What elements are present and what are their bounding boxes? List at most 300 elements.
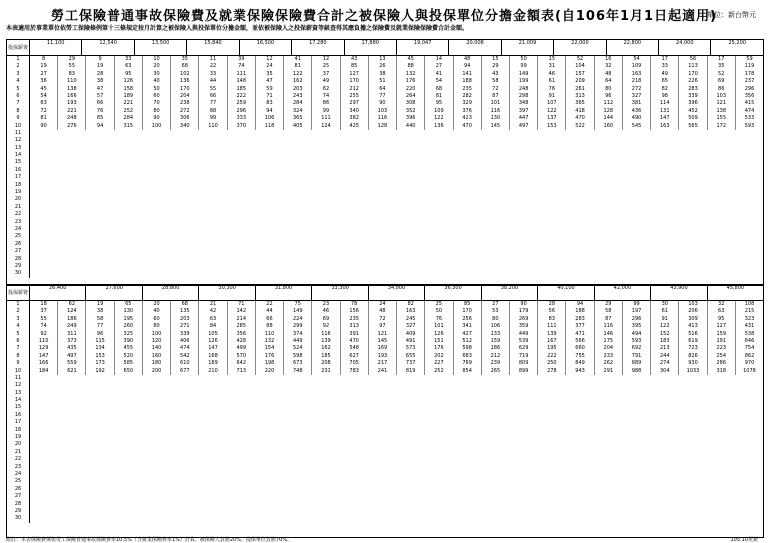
table-cell: 516 xyxy=(679,331,707,338)
table-cell: 11 xyxy=(199,56,227,63)
table-cell: 83 xyxy=(58,71,86,78)
table-cell: 327 xyxy=(397,323,425,330)
table-cell: 153 xyxy=(86,353,114,360)
table-cell: 116 xyxy=(369,115,397,122)
table-cell: 148 xyxy=(228,78,256,85)
table-cell: 619 xyxy=(679,338,707,345)
table-cell: 425 xyxy=(341,123,369,130)
header-corner: 投保薪資 xyxy=(7,285,30,300)
table-row xyxy=(7,248,763,255)
table-cell: 81 xyxy=(284,63,312,70)
table-cell: 96 xyxy=(595,93,623,100)
table-cell: 415 xyxy=(744,100,755,107)
table-cell: 32 xyxy=(708,301,736,308)
table-cell: 26 xyxy=(369,63,397,70)
table-cell: 297 xyxy=(341,100,369,107)
table-cell: 170 xyxy=(171,86,199,93)
table-cell: 44 xyxy=(199,78,227,85)
table-cell: 435 xyxy=(58,345,86,352)
table-cell: 261 xyxy=(566,86,594,93)
table-cell: 38 xyxy=(86,78,114,85)
table-cell: 135 xyxy=(171,308,199,315)
table-body xyxy=(7,301,763,523)
table-cell: 206 xyxy=(679,308,707,315)
table-cell: 167 xyxy=(538,338,566,345)
table-cell: 559 xyxy=(58,360,86,367)
table-cell: 769 xyxy=(454,360,482,367)
table-cell: 61 xyxy=(538,78,566,85)
day-label: 11 xyxy=(7,375,30,382)
table-row xyxy=(7,412,763,419)
table-cell: 33 xyxy=(199,71,227,78)
table-cell: 224 xyxy=(284,316,312,323)
table-cell: 159 xyxy=(708,331,736,338)
table-cell: 170 xyxy=(679,71,707,78)
table-cell: 66 xyxy=(256,316,284,323)
table-cell: 69 xyxy=(312,316,340,323)
table-cell: 66 xyxy=(199,93,227,100)
table-cell: 329 xyxy=(454,100,482,107)
table-cell: 17 xyxy=(651,56,679,63)
table-cell: 99 xyxy=(510,63,538,70)
table-cell: 169 xyxy=(369,345,397,352)
table-cell: 29 xyxy=(482,63,510,70)
day-label: 28 xyxy=(7,256,30,263)
salary-grade-header: 25,200 xyxy=(728,40,746,46)
table-cell: 76 xyxy=(425,316,453,323)
salary-grade-header: 36,300 xyxy=(425,285,481,300)
table-cell: 339 xyxy=(171,331,199,338)
table-cell: 163 xyxy=(623,71,651,78)
table-cell: 243 xyxy=(284,93,312,100)
table-cell: 474 xyxy=(171,345,199,352)
table-cell: 31 xyxy=(538,63,566,70)
table-cell: 395 xyxy=(623,323,651,330)
table-cell: 27 xyxy=(482,301,510,308)
table-row xyxy=(7,219,763,226)
day-label: 21 xyxy=(7,204,30,211)
table-row xyxy=(7,100,763,107)
day-label: 25 xyxy=(7,478,30,485)
table-cell: 849 xyxy=(566,360,594,367)
table-row xyxy=(7,508,763,515)
table-cell: 10 xyxy=(143,56,171,63)
day-label: 19 xyxy=(7,434,30,441)
table-cell: 54 xyxy=(623,56,651,63)
table-cell: 18 xyxy=(30,301,58,308)
table-cell: 85 xyxy=(341,63,369,70)
table-cell: 683 xyxy=(454,353,482,360)
day-label: 2 xyxy=(7,63,30,70)
table-cell: 819 xyxy=(397,368,425,375)
table-cell: 158 xyxy=(115,86,143,93)
table-row xyxy=(7,368,763,375)
table-cell: 381 xyxy=(623,100,651,107)
table-cell: 202 xyxy=(425,353,453,360)
table-cell: 84 xyxy=(199,323,227,330)
table-row xyxy=(7,456,763,463)
table-row xyxy=(7,226,763,233)
table-cell: 97 xyxy=(369,323,397,330)
table-cell: 118 xyxy=(256,123,284,130)
table-cell: 264 xyxy=(397,93,425,100)
table-cell: 286 xyxy=(708,360,736,367)
table-cell: 15 xyxy=(482,56,510,63)
table-cell: 440 xyxy=(397,123,425,130)
day-label: 12 xyxy=(7,382,30,389)
table-cell: 409 xyxy=(397,331,425,338)
table-cell: 71 xyxy=(228,301,256,308)
table-cell: 114 xyxy=(651,100,679,107)
table-row xyxy=(7,464,763,471)
day-label: 24 xyxy=(7,226,30,233)
salary-grade-header: 24,000 xyxy=(659,40,711,55)
day-label: 26 xyxy=(7,241,30,248)
subtitle: 本表適用於事業單位依勞工保險條例第十三條規定按月計算之被保險人與投保單位分擔金額，並依被保險人之投保薪資等級查得其應負擔之保險費及就業保險保險費合計金額。 xyxy=(6,25,469,32)
table-cell: 391 xyxy=(341,331,369,338)
table-cell: 33 xyxy=(115,56,143,63)
table-cell: 660 xyxy=(566,345,594,352)
table-cell: 170 xyxy=(341,78,369,85)
table-cell: 313 xyxy=(566,93,594,100)
table-cell: 126 xyxy=(199,338,227,345)
table-cell: 191 xyxy=(708,338,736,345)
table-cell: 122 xyxy=(284,71,312,78)
table-cell: 238 xyxy=(171,100,199,107)
table-cell: 988 xyxy=(623,368,651,375)
day-label: 14 xyxy=(7,397,30,404)
day-label: 20 xyxy=(7,441,30,448)
day-label: 7 xyxy=(7,345,30,352)
table-cell: 83 xyxy=(256,100,284,107)
day-label: 5 xyxy=(7,331,30,338)
table-cell: 110 xyxy=(256,331,284,338)
table-cell: 8 xyxy=(30,56,58,63)
table-cell: 131 xyxy=(651,108,679,115)
table-cell: 122 xyxy=(425,115,453,122)
table-cell: 203 xyxy=(171,316,199,323)
table-cell: 85 xyxy=(86,115,114,122)
table-cell: 56 xyxy=(538,308,566,315)
table-cell: 111 xyxy=(538,323,566,330)
day-label: 12 xyxy=(7,137,30,144)
table-row xyxy=(7,486,763,493)
page-title: 勞工保險普通事故保險費及就業保險保險費合計之被保險人與投保單位分擔金額表(自106年1月1日起適用) xyxy=(50,9,718,24)
table-header xyxy=(7,40,763,56)
table-cell: 86 xyxy=(708,86,736,93)
table-cell: 27 xyxy=(425,63,453,70)
salary-grade-header: 30,300 xyxy=(199,285,255,300)
table-cell: 127 xyxy=(708,323,736,330)
table-cell: 45 xyxy=(397,56,425,63)
table-cell: 262 xyxy=(595,360,623,367)
table-cell: 325 xyxy=(115,331,143,338)
footnote: 附註：本表保險費係依勞工保險普通事故保險費率10.5%（含就業保險費率1%）計算，被保險人負擔20%，投保單位負擔70%。 xyxy=(6,537,293,543)
table-cell: 47 xyxy=(256,78,284,85)
table-cell: 132 xyxy=(256,338,284,345)
day-label: 8 xyxy=(7,353,30,360)
table-cell: 192 xyxy=(86,368,114,375)
table-cell: 339 xyxy=(679,93,707,100)
table-cell: 235 xyxy=(341,316,369,323)
table-cell: 512 xyxy=(454,338,482,345)
table-cell: 106 xyxy=(482,323,510,330)
table-cell: 183 xyxy=(651,338,679,345)
table-cell: 1078 xyxy=(743,367,756,374)
table-cell: 193 xyxy=(58,100,86,107)
table-cell: 64 xyxy=(369,86,397,93)
day-label: 28 xyxy=(7,501,30,508)
table-cell: 304 xyxy=(651,368,679,375)
table-cell: 138 xyxy=(58,86,86,93)
table-cell: 58 xyxy=(86,316,114,323)
table-cell: 406 xyxy=(171,338,199,345)
table-cell: 115 xyxy=(86,338,114,345)
table-cell: 333 xyxy=(228,115,256,122)
table-cell: 116 xyxy=(595,323,623,330)
table-cell: 122 xyxy=(651,323,679,330)
table-cell: 470 xyxy=(454,123,482,130)
table-row xyxy=(7,63,763,70)
table-cell: 141 xyxy=(454,71,482,78)
table-cell: 163 xyxy=(397,308,425,315)
table-cell: 72 xyxy=(482,86,510,93)
table-cell: 54 xyxy=(30,93,58,100)
table-cell: 447 xyxy=(510,115,538,122)
table-cell: 48 xyxy=(595,71,623,78)
table-cell: 370 xyxy=(228,123,256,130)
table-row xyxy=(7,159,763,166)
table-cell: 153 xyxy=(538,123,566,130)
table-cell: 427 xyxy=(454,331,482,338)
table-row xyxy=(7,174,763,181)
table-cell: 754 xyxy=(744,345,755,352)
table-cell: 271 xyxy=(171,323,199,330)
table-cell: 90 xyxy=(143,115,171,122)
day-label: 27 xyxy=(7,248,30,255)
table-cell: 522 xyxy=(566,123,594,130)
table-cell: 72 xyxy=(369,316,397,323)
table-cell: 49 xyxy=(312,78,340,85)
table-cell: 245 xyxy=(397,316,425,323)
day-label: 17 xyxy=(7,419,30,426)
table-row xyxy=(7,145,763,152)
table-cell: 145 xyxy=(369,338,397,345)
table-cell: 221 xyxy=(115,100,143,107)
salary-grade-header: 11,100 xyxy=(30,40,82,55)
table-cell: 203 xyxy=(284,86,312,93)
table-cell: 47 xyxy=(86,86,114,93)
table-cell: 185 xyxy=(228,86,256,93)
table-cell: 99 xyxy=(312,108,340,115)
table-cell: 156 xyxy=(341,308,369,315)
table-cell: 179 xyxy=(510,308,538,315)
table-cell: 101 xyxy=(482,100,510,107)
table-cell: 95 xyxy=(115,71,143,78)
table-row xyxy=(7,130,763,137)
table-cell: 185 xyxy=(312,353,340,360)
table-cell: 45 xyxy=(30,86,58,93)
table-cell: 61 xyxy=(651,308,679,315)
table-cell: 208 xyxy=(312,360,340,367)
day-label: 16 xyxy=(7,167,30,174)
table-cell: 35 xyxy=(256,71,284,78)
table-cell: 396 xyxy=(679,100,707,107)
table-cell: 499 xyxy=(228,345,256,352)
table-cell: 348 xyxy=(510,100,538,107)
table-cell: 136 xyxy=(171,78,199,85)
table-cell: 19 xyxy=(86,63,114,70)
table-cell: 826 xyxy=(679,353,707,360)
table-cell: 396 xyxy=(397,115,425,122)
table-cell: 470 xyxy=(566,115,594,122)
table-cell: 233 xyxy=(595,353,623,360)
table-cell: 74 xyxy=(228,63,256,70)
table-cell: 21 xyxy=(199,301,227,308)
table-cell: 545 xyxy=(623,123,651,130)
table-row xyxy=(7,316,763,323)
table-cell: 136 xyxy=(425,123,453,130)
salary-grade-header: 12,540 xyxy=(82,40,134,55)
table-cell: 291 xyxy=(595,368,623,375)
table-cell: 52 xyxy=(708,71,736,78)
table-cell: 20 xyxy=(143,301,171,308)
table-cell: 82 xyxy=(397,301,425,308)
table-cell: 198 xyxy=(256,360,284,367)
table-cell: 80 xyxy=(143,108,171,115)
table-cell: 497 xyxy=(510,123,538,130)
table-cell: 538 xyxy=(744,330,755,337)
salary-grade-header: 13,500 xyxy=(135,40,187,55)
table-cell: 94 xyxy=(454,63,482,70)
table-cell: 172 xyxy=(708,123,736,130)
day-label: 9 xyxy=(7,360,30,367)
table-cell: 30 xyxy=(143,71,171,78)
salary-grade-header: 38,200 xyxy=(482,285,538,300)
table-cell: 189 xyxy=(115,93,143,100)
table-cell: 19 xyxy=(86,301,114,308)
table-cell: 705 xyxy=(341,360,369,367)
table-cell: 159 xyxy=(482,338,510,345)
table-row xyxy=(7,338,763,345)
table-row xyxy=(7,493,763,500)
table-cell: 70 xyxy=(143,100,171,107)
table-row xyxy=(7,353,763,360)
table-cell: 55 xyxy=(199,86,227,93)
table-row xyxy=(7,108,763,115)
table-cell: 170 xyxy=(454,308,482,315)
table-cell: 59 xyxy=(746,56,753,62)
table-cell: 100 xyxy=(143,123,171,130)
table-cell: 390 xyxy=(115,338,143,345)
table-cell: 204 xyxy=(595,345,623,352)
table-cell: 255 xyxy=(341,93,369,100)
table-cell: 63 xyxy=(115,63,143,70)
table-cell: 783 xyxy=(341,368,369,375)
day-label: 4 xyxy=(7,323,30,330)
table-cell: 76 xyxy=(86,108,114,115)
page-number: 105.10更新 xyxy=(730,537,758,543)
table-cell: 176 xyxy=(425,345,453,352)
table-cell: 83 xyxy=(538,316,566,323)
day-label: 27 xyxy=(7,493,30,500)
day-label: 24 xyxy=(7,471,30,478)
table-cell: 227 xyxy=(425,360,453,367)
table-cell: 22 xyxy=(199,63,227,70)
table-cell: 285 xyxy=(228,323,256,330)
table-cell: 40 xyxy=(143,308,171,315)
table-cell: 130 xyxy=(482,115,510,122)
table-row xyxy=(7,167,763,174)
table-cell: 359 xyxy=(510,323,538,330)
table-cell: 91 xyxy=(651,316,679,323)
table-cell: 276 xyxy=(58,123,86,130)
table-cell: 200 xyxy=(143,368,171,375)
table-cell: 16 xyxy=(595,56,623,63)
table-row xyxy=(7,115,763,122)
table-row xyxy=(7,152,763,159)
table-cell: 32 xyxy=(595,63,623,70)
table-cell: 94 xyxy=(256,108,284,115)
table-cell: 80 xyxy=(595,86,623,93)
day-label: 11 xyxy=(7,130,30,137)
table-cell: 237 xyxy=(744,78,755,85)
salary-grade-header: 17,880 xyxy=(345,40,397,55)
table-cell: 452 xyxy=(679,108,707,115)
table-cell: 646 xyxy=(744,337,755,344)
table-cell: 111 xyxy=(312,115,340,122)
table-row xyxy=(7,515,763,522)
table-cell: 324 xyxy=(284,108,312,115)
table-row xyxy=(7,471,763,478)
unit-note: 單位：新台幣元 xyxy=(707,11,756,19)
table-cell: 37 xyxy=(30,308,58,315)
table-cell: 218 xyxy=(623,78,651,85)
table-row xyxy=(7,390,763,397)
table-cell: 889 xyxy=(623,360,651,367)
table-row xyxy=(7,323,763,330)
table-row xyxy=(7,501,763,508)
table-cell: 650 xyxy=(115,368,143,375)
day-label: 18 xyxy=(7,427,30,434)
day-label: 7 xyxy=(7,100,30,107)
table-cell: 474 xyxy=(744,107,755,114)
table-row xyxy=(7,301,763,308)
table-cell: 296 xyxy=(744,85,755,92)
table-cell: 90 xyxy=(30,123,58,130)
table-cell: 124 xyxy=(58,308,86,315)
header-corner: 投保薪資 xyxy=(7,40,30,55)
salary-grade-header: 22,000 xyxy=(554,40,606,55)
table-cell: 405 xyxy=(284,123,312,130)
table-cell: 86 xyxy=(312,100,340,107)
table-cell: 39 xyxy=(228,56,256,63)
table-cell: 113 xyxy=(679,63,707,70)
table-cell: 130 xyxy=(115,308,143,315)
day-label: 2 xyxy=(7,308,30,315)
table-cell: 88 xyxy=(199,108,227,115)
table-cell: 373 xyxy=(58,338,86,345)
table-cell: 107 xyxy=(538,100,566,107)
table-cell: 81 xyxy=(425,93,453,100)
table-cell: 570 xyxy=(228,353,256,360)
table-cell: 121 xyxy=(369,331,397,338)
table-cell: 121 xyxy=(708,100,736,107)
table-cell: 862 xyxy=(744,352,755,359)
table-row xyxy=(7,56,763,63)
table-cell: 128 xyxy=(595,108,623,115)
table-cell: 212 xyxy=(341,86,369,93)
